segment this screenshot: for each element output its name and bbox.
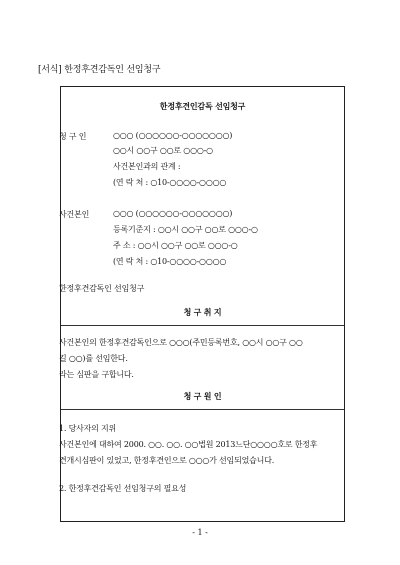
subject-contact: (연 락 처 : ○10-○○○○-○○○○ bbox=[113, 257, 227, 266]
applicant-label: 청 구 인 bbox=[59, 132, 87, 141]
document-frame bbox=[60, 86, 345, 522]
page-number: - 1 - bbox=[192, 528, 208, 537]
applicant-relation: 사건본인과의 관계 : bbox=[113, 162, 181, 171]
divider bbox=[61, 409, 344, 410]
applicant-contact: (연 락 처 : ○10-○○○○-○○○○ bbox=[113, 178, 227, 187]
cause-item2-title: 2. 한정후견감독인 선임청구의 필요성 bbox=[59, 484, 187, 493]
purpose-heading: 청 구 취 지 bbox=[183, 307, 222, 317]
document-title: 한정후견인감독 선임청구 bbox=[159, 101, 246, 111]
purpose-text-line2: 길 ○○)를 선임한다. bbox=[59, 354, 128, 363]
subject-address: 주 소 : ○○시 ○○구 ○○로 ○○○-○ bbox=[113, 241, 238, 250]
purpose-text-line1: 사건본인의 한정후견감독인으로 ○○○(주민등록번호, ○○시 ○○구 ○○ bbox=[59, 338, 303, 347]
subject-name: ○○○ (○○○○○○-○○○○○○○) bbox=[113, 209, 233, 218]
subject-registration: 등록기준지 : ○○시 ○○구 ○○로 ○○○-○ bbox=[113, 225, 258, 234]
form-caption: [서식] 한정후견감독인 선임청구 bbox=[38, 65, 161, 75]
purpose-text-line3: 라는 심판을 구합니다. bbox=[59, 370, 134, 379]
divider bbox=[61, 325, 344, 326]
applicant-name: ○○○ (○○○○○○-○○○○○○○) bbox=[113, 131, 233, 140]
cause-item1-title: 1. 당사자의 지위 bbox=[59, 424, 117, 433]
applicant-address: ○○시 ○○구 ○○로 ○○○-○ bbox=[113, 146, 213, 155]
cause-item1-line1: 사건본인에 대하여 2000. ○○. ○○. ○○법원 2013느단○○○○호로 한정후 bbox=[59, 440, 318, 449]
cause-item1-line2: 견개시심판이 있었고, 한정후견인으로 ○○○가 선임되었습니다. bbox=[59, 456, 275, 465]
cause-heading: 청 구 원 인 bbox=[183, 391, 222, 401]
subject-label: 사건본인 bbox=[59, 210, 90, 219]
case-name: 한정후견감독인 선임청구 bbox=[59, 284, 145, 293]
